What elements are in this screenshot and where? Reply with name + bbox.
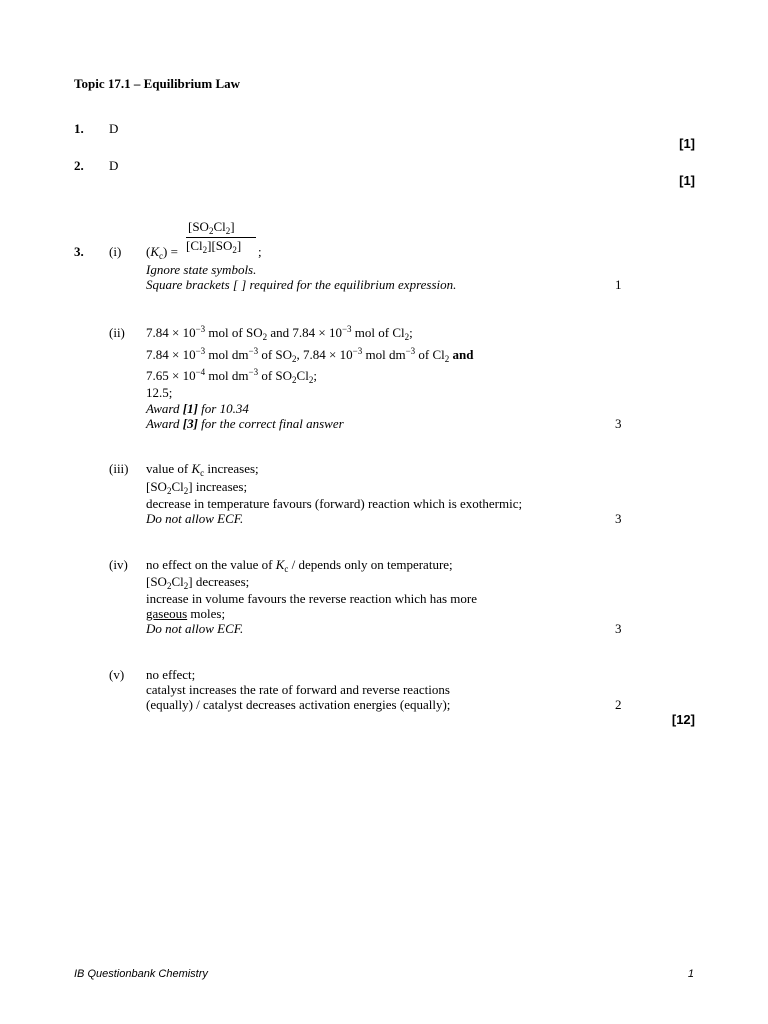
marks-iv: 3 — [615, 621, 622, 636]
part-label-ii: (ii) — [109, 325, 125, 340]
marks-v: 2 — [615, 697, 622, 712]
part-label-iii: (iii) — [109, 461, 129, 476]
note-square-brackets: Square brackets [ ] required for the equilibrium expression. — [146, 277, 457, 292]
mark-2: [1] — [679, 173, 695, 188]
v-line-2: catalyst increases the rate of forward and reverse reactions — [146, 682, 450, 697]
ii-line-2: $7.84 \times 10^{-3}$ mol $dm^{-3}$ of $SO_2$, $7.84 \times 10^{-3}$ mol $dm^{-3}$ of $Cl_2$ and — [146, 346, 474, 364]
part-label-iv: (iv) — [109, 557, 128, 572]
total-mark-q3: [12] — [671, 712, 695, 727]
marks-i: 1 — [615, 277, 622, 292]
ii-line-4: 12.5; — [146, 385, 173, 400]
marks-iii: 3 — [615, 511, 622, 526]
answer-1: D — [109, 121, 119, 136]
answer-2: D — [109, 158, 119, 173]
kc-expression: $(K_c)$ = — [146, 244, 178, 261]
iv-line-3: increase in volume favours the reverse reaction which has more — [146, 591, 478, 606]
iii-line-2: $[SO_2Cl_2]$ increases; — [146, 479, 248, 496]
kc-semicolon: ; — [258, 244, 262, 259]
ii-line-1: $7.84 \times 10^{-3}$ mol of $SO_2$ and $7.84 \times 10^{-3}$ mol of $Cl_2$; — [146, 324, 413, 342]
v-line-3: (equally) / catalyst decreases activation energies (equally); — [146, 697, 451, 712]
page-title: Topic 17.1 – Equilibrium Law — [74, 76, 241, 91]
kc-subscript: c — [159, 251, 164, 261]
v-line-1: no effect; — [146, 667, 196, 682]
iv-line-5: Do not allow ECF. — [146, 621, 244, 636]
iv-line-4: gaseous moles; — [146, 606, 226, 621]
fraction-numerator: $[SO_2Cl_2]$ — [188, 219, 235, 236]
note-state-symbols: Ignore state symbols. — [146, 262, 257, 277]
part-label-v: (v) — [109, 667, 125, 682]
iii-line-1: value of $K_c$ increases; — [146, 461, 259, 478]
page-number: 1 — [687, 968, 694, 980]
iv-line-2: $[SO_2Cl_2]$ decreases; — [146, 574, 250, 591]
iii-line-3: decrease in temperature favours (forward) reaction which is exothermic; — [146, 496, 523, 511]
marks-ii: 3 — [615, 416, 622, 431]
ii-award-3: Award [3] for the correct final answer — [146, 416, 344, 431]
question-number-3: 3. — [74, 244, 84, 259]
part-label-i: (i) — [109, 244, 122, 259]
fraction-denominator: $[Cl_2][SO_2]$ — [186, 238, 242, 255]
iv-line-1: no effect on the value of $K_c$ / depends only on temperature; — [146, 557, 453, 574]
iii-line-4: Do not allow ECF. — [146, 511, 244, 526]
question-number-2: 2. — [74, 158, 84, 173]
question-number-1: 1. — [74, 121, 84, 136]
footer-title: IB Questionbank Chemistry — [74, 968, 208, 980]
ii-line-3: $7.65 \times 10^{-4}$ mol $dm^{-3}$ of $SO_2Cl_2$; — [146, 367, 317, 385]
ii-award-1: Award [1] for 10.34 — [146, 401, 249, 416]
kc-symbol: K — [150, 244, 160, 259]
mark-1: [1] — [679, 136, 695, 151]
